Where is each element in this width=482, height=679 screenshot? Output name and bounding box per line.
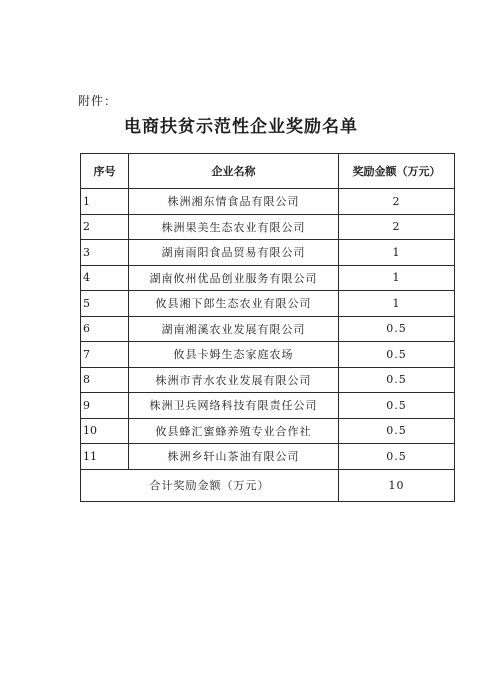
row-amount: 0.5 <box>339 393 455 419</box>
table-header-row <box>81 154 455 189</box>
row-index: 7 <box>81 342 129 368</box>
row-company: 湖南雨阳食品贸易有限公司 <box>129 240 339 266</box>
row-company: 株洲果美生态农业有限公司 <box>129 214 339 240</box>
total-label: 合计奖励金额（万元） <box>81 469 339 501</box>
row-index: 5 <box>81 291 129 317</box>
table-row <box>81 214 455 240</box>
document-title: 电商扶贫示范性企业奖励名单 <box>124 117 358 137</box>
row-amount: 0.5 <box>339 342 455 368</box>
table-row <box>81 418 455 444</box>
header-index: 序号 <box>81 154 129 189</box>
row-amount: 1 <box>339 265 455 291</box>
row-company: 湖南攸州优品创业服务有限公司 <box>129 265 339 291</box>
table-row <box>81 265 455 291</box>
header-amount: 奖励金额（万元） <box>339 154 455 189</box>
header-company: 企业名称 <box>129 154 339 189</box>
row-index: 1 <box>81 189 129 215</box>
table-row <box>81 240 455 266</box>
row-index: 9 <box>81 393 129 419</box>
row-index: 4 <box>81 265 129 291</box>
row-company: 株洲湘东情食品有限公司 <box>129 189 339 215</box>
row-company: 株洲市青水农业发展有限公司 <box>129 367 339 393</box>
row-company: 株洲乡轩山茶油有限公司 <box>129 444 339 470</box>
row-amount: 0.5 <box>339 444 455 470</box>
row-amount: 2 <box>339 214 455 240</box>
table-row <box>81 342 455 368</box>
row-index: 11 <box>81 444 129 470</box>
table-row <box>81 367 455 393</box>
row-company: 湖南湘溪农业发展有限公司 <box>129 316 339 342</box>
row-amount: 0.5 <box>339 316 455 342</box>
attachment-label: 附件： <box>78 94 118 108</box>
table-row <box>81 189 455 215</box>
table-row <box>81 291 455 317</box>
row-company: 攸县蜂汇蜜蜂养殖专业合作社 <box>129 418 339 444</box>
row-amount: 1 <box>339 291 455 317</box>
table-total-row <box>81 469 455 501</box>
award-table <box>80 153 455 502</box>
row-company: 攸县卡姆生态家庭农场 <box>129 342 339 368</box>
row-amount: 2 <box>339 189 455 215</box>
row-company: 株洲卫兵网络科技有限责任公司 <box>129 393 339 419</box>
row-company: 攸县湘下郎生态农业有限公司 <box>129 291 339 317</box>
table-row <box>81 316 455 342</box>
row-index: 8 <box>81 367 129 393</box>
total-amount: 10 <box>339 469 455 501</box>
row-amount: 1 <box>339 240 455 266</box>
row-index: 6 <box>81 316 129 342</box>
row-index: 3 <box>81 240 129 266</box>
row-amount: 0.5 <box>339 418 455 444</box>
row-index: 10 <box>81 418 129 444</box>
row-amount: 0.5 <box>339 367 455 393</box>
row-index: 2 <box>81 214 129 240</box>
table-row <box>81 393 455 419</box>
table-row <box>81 444 455 470</box>
